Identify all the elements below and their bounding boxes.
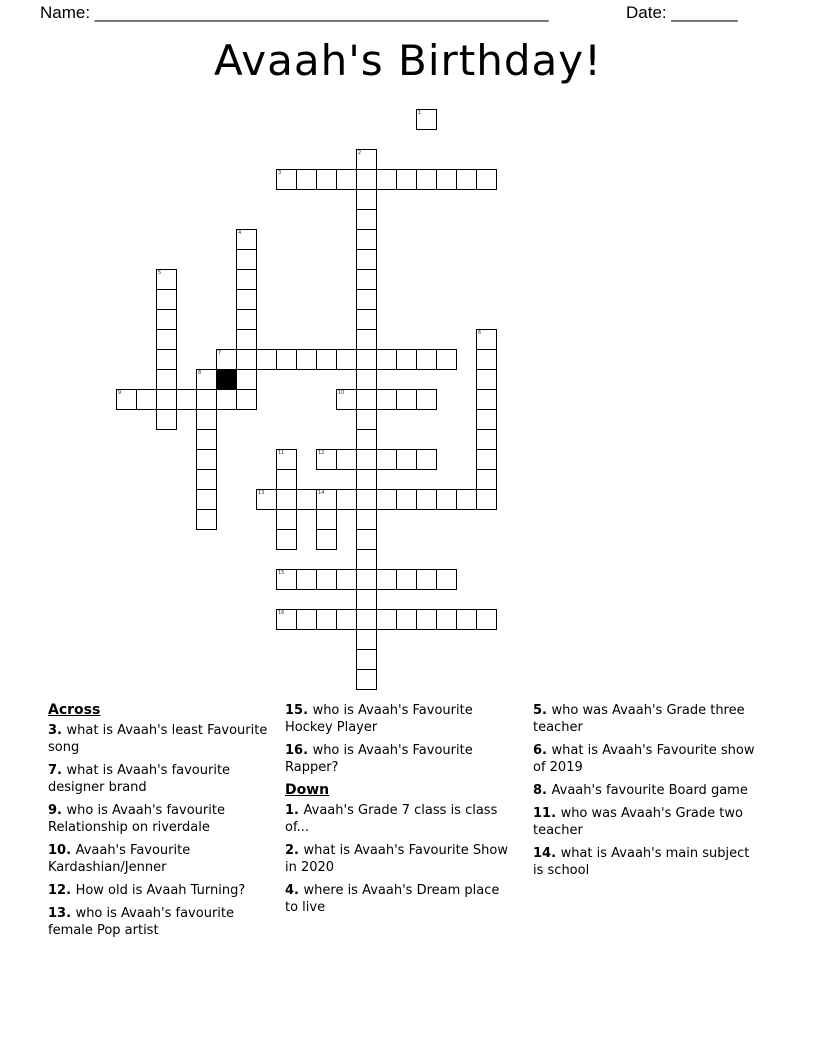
grid-cell[interactable]: [476, 389, 497, 410]
grid-cell[interactable]: [476, 409, 497, 430]
clue-number-label: 11.: [533, 806, 561, 821]
grid-cell[interactable]: [296, 349, 317, 370]
grid-cell[interactable]: [316, 489, 337, 510]
grid-cell[interactable]: [396, 569, 417, 590]
clue-text: Avaah's Favourite Kardashian/Jenner: [48, 843, 191, 875]
clue-number-label: 10.: [48, 843, 76, 858]
across-clue-3: [48, 722, 278, 756]
grid-cell[interactable]: [236, 329, 257, 350]
grid-cell[interactable]: [356, 529, 377, 550]
grid-cell[interactable]: [356, 489, 377, 510]
grid-cell[interactable]: [276, 469, 297, 490]
grid-cell[interactable]: [376, 349, 397, 370]
clue-text: where is Avaah's Dream place to live: [285, 883, 500, 915]
down-clue-2: [285, 842, 515, 876]
grid-cell[interactable]: [356, 569, 377, 590]
grid-cell[interactable]: [416, 349, 437, 370]
grid-cell[interactable]: [196, 369, 217, 390]
grid-cell[interactable]: [476, 349, 497, 370]
grid-cell[interactable]: [476, 429, 497, 450]
grid-cell[interactable]: [476, 609, 497, 630]
clue-number: 8: [198, 370, 202, 376]
grid-cell[interactable]: [196, 409, 217, 430]
clue-number-label: 3.: [48, 723, 67, 738]
grid-cell[interactable]: [156, 289, 177, 310]
grid-cell[interactable]: [236, 289, 257, 310]
clue-text: who is Avaah's Favourite Rapper?: [285, 743, 473, 775]
grid-cell[interactable]: [216, 349, 237, 370]
clue-text: How old is Avaah Turning?: [75, 883, 246, 898]
grid-cell[interactable]: [156, 269, 177, 290]
grid-cell[interactable]: [156, 409, 177, 430]
grid-cell[interactable]: [236, 369, 257, 390]
grid-cell[interactable]: [456, 609, 477, 630]
clue-number: 15: [278, 570, 285, 576]
grid-cell[interactable]: [336, 389, 357, 410]
grid-cell[interactable]: [316, 569, 337, 590]
grid-cell[interactable]: [136, 389, 157, 410]
grid-cell[interactable]: [356, 589, 377, 610]
grid-cell[interactable]: [356, 269, 377, 290]
grid-cell[interactable]: [196, 389, 217, 410]
grid-cell[interactable]: [356, 649, 377, 670]
page-title: Avaah's Birthday!: [214, 36, 602, 85]
across-clue-15: [285, 702, 515, 736]
grid-cell[interactable]: [396, 349, 417, 370]
grid-cell[interactable]: [476, 329, 497, 350]
grid-cell[interactable]: [196, 469, 217, 490]
clue-text: what is Avaah's least Favourite song: [48, 723, 268, 755]
clue-number-label: 4.: [285, 883, 304, 898]
grid-cell[interactable]: [356, 389, 377, 410]
grid-cell[interactable]: [456, 169, 477, 190]
across-clue-9: [48, 802, 278, 836]
down-clue-8: [533, 782, 763, 799]
grid-cell[interactable]: [356, 609, 377, 630]
grid-cell[interactable]: [376, 569, 397, 590]
clue-number: 3: [278, 170, 282, 176]
grid-cell[interactable]: [356, 229, 377, 250]
name-field[interactable]: Name: ________________________________________________: [40, 3, 549, 22]
clue-number: 16: [278, 610, 285, 616]
clue-number-label: 14.: [533, 846, 561, 861]
clue-text: who was Avaah's Grade two teacher: [533, 806, 743, 838]
grid-cell[interactable]: [396, 449, 417, 470]
grid-cell[interactable]: [356, 209, 377, 230]
date-field[interactable]: Date: _______: [626, 3, 738, 22]
grid-cell[interactable]: [276, 449, 297, 470]
grid-cell[interactable]: [276, 169, 297, 190]
clue-text: Avaah's favourite Board game: [551, 783, 748, 798]
grid-cell[interactable]: [296, 169, 317, 190]
across-clue-7: [48, 762, 278, 796]
grid-cell[interactable]: [476, 469, 497, 490]
grid-cell[interactable]: [336, 489, 357, 510]
down-clue-5: [533, 702, 763, 736]
grid-cell[interactable]: [196, 509, 217, 530]
grid-cell[interactable]: [376, 609, 397, 630]
grid-cell[interactable]: [356, 169, 377, 190]
grid-cell[interactable]: [356, 149, 377, 170]
grid-cell[interactable]: [196, 429, 217, 450]
grid-cell[interactable]: [156, 369, 177, 390]
grid-cell[interactable]: [356, 469, 377, 490]
clue-text: who is Avaah's Favourite Hockey Player: [285, 703, 473, 735]
grid-cell[interactable]: [216, 389, 237, 410]
grid-cell[interactable]: [336, 609, 357, 630]
across-clue-10: [48, 842, 278, 876]
grid-cell[interactable]: [196, 449, 217, 470]
grid-cell[interactable]: [356, 449, 377, 470]
clue-number: 10: [338, 390, 345, 396]
clue-number-label: 15.: [285, 703, 313, 718]
grid-cell[interactable]: [376, 449, 397, 470]
across-clue-12: [48, 882, 278, 899]
grid-cell[interactable]: [316, 349, 337, 370]
grid-cell[interactable]: [236, 309, 257, 330]
clue-text: Avaah's Grade 7 class is class of...: [285, 803, 498, 835]
across-heading: Across: [48, 702, 101, 718]
clue-column-1: [48, 702, 278, 945]
grid-cell[interactable]: [436, 569, 457, 590]
grid-cell[interactable]: [436, 169, 457, 190]
black-cell: [216, 369, 237, 390]
clue-number: 6: [478, 330, 482, 336]
clue-number-label: 5.: [533, 703, 552, 718]
grid-cell[interactable]: [356, 309, 377, 330]
across-clue-16: [285, 742, 515, 776]
grid-cell[interactable]: [296, 569, 317, 590]
down-clue-11: [533, 805, 763, 839]
grid-cell[interactable]: [356, 189, 377, 210]
clue-text: who was Avaah's Grade three teacher: [533, 703, 745, 735]
grid-cell[interactable]: [436, 609, 457, 630]
grid-cell[interactable]: [356, 409, 377, 430]
grid-cell[interactable]: [476, 369, 497, 390]
grid-cell[interactable]: [376, 169, 397, 190]
clue-column-2: [285, 702, 515, 922]
grid-cell[interactable]: [336, 349, 357, 370]
clue-number: 2: [358, 150, 362, 156]
grid-cell[interactable]: [236, 389, 257, 410]
clue-text: who is Avaah's favourite Relationship on riverdale: [48, 803, 225, 835]
grid-cell[interactable]: [116, 389, 137, 410]
down-clue-1: [285, 802, 515, 836]
down-heading: Down: [285, 782, 330, 798]
grid-cell[interactable]: [276, 509, 297, 530]
clue-number-label: 8.: [533, 783, 552, 798]
grid-cell[interactable]: [296, 609, 317, 630]
grid-cell[interactable]: [356, 329, 377, 350]
grid-cell[interactable]: [356, 629, 377, 650]
grid-cell[interactable]: [416, 169, 437, 190]
grid-cell[interactable]: [316, 609, 337, 630]
grid-cell[interactable]: [176, 389, 197, 410]
grid-cell[interactable]: [356, 349, 377, 370]
grid-cell[interactable]: [476, 489, 497, 510]
clue-number-label: 2.: [285, 843, 304, 858]
grid-cell[interactable]: [316, 529, 337, 550]
grid-cell[interactable]: [356, 549, 377, 570]
grid-cell[interactable]: [396, 489, 417, 510]
across-clue-13: [48, 905, 278, 939]
grid-cell[interactable]: [156, 309, 177, 330]
grid-cell[interactable]: [376, 489, 397, 510]
grid-cell[interactable]: [396, 609, 417, 630]
grid-cell[interactable]: [376, 389, 397, 410]
clue-number: 4: [238, 230, 242, 236]
grid-cell[interactable]: [156, 389, 177, 410]
grid-cell[interactable]: [356, 669, 377, 690]
grid-cell[interactable]: [196, 489, 217, 510]
clue-column-3: [533, 702, 763, 885]
grid-cell[interactable]: [356, 429, 377, 450]
clue-number: 14: [318, 490, 325, 496]
grid-cell[interactable]: [356, 509, 377, 530]
clue-text: what is Avaah's Favourite show of 2019: [533, 743, 755, 775]
grid-cell[interactable]: [316, 169, 337, 190]
grid-cell[interactable]: [416, 609, 437, 630]
grid-cell[interactable]: [236, 349, 257, 370]
clue-number: 11: [278, 450, 285, 456]
clue-number-label: 1.: [285, 803, 304, 818]
grid-cell[interactable]: [316, 509, 337, 530]
grid-cell[interactable]: [256, 489, 277, 510]
grid-cell[interactable]: [296, 489, 317, 510]
clue-number: 12: [318, 450, 325, 456]
clue-text: what is Avaah's favourite designer brand: [48, 763, 231, 795]
grid-cell[interactable]: [396, 389, 417, 410]
grid-cell[interactable]: [336, 169, 357, 190]
clue-number-label: 12.: [48, 883, 76, 898]
down-clue-6: [533, 742, 763, 776]
grid-cell[interactable]: [356, 249, 377, 270]
grid-cell[interactable]: [416, 109, 437, 130]
clue-number: 5: [158, 270, 162, 276]
clue-number-label: 9.: [48, 803, 67, 818]
grid-cell[interactable]: [416, 569, 437, 590]
grid-cell[interactable]: [416, 489, 437, 510]
clue-number: 9: [118, 390, 122, 396]
clue-number: 7: [218, 350, 222, 356]
grid-cell[interactable]: [336, 449, 357, 470]
clue-number-label: 16.: [285, 743, 313, 758]
grid-cell[interactable]: [396, 169, 417, 190]
clue-text: what is Avaah's main subject is school: [533, 846, 750, 878]
grid-cell[interactable]: [356, 369, 377, 390]
clue-number: 1: [418, 110, 422, 116]
grid-cell[interactable]: [276, 489, 297, 510]
down-clue-4: [285, 882, 515, 916]
grid-cell[interactable]: [256, 349, 277, 370]
grid-cell[interactable]: [276, 349, 297, 370]
clue-number-label: 6.: [533, 743, 552, 758]
grid-cell[interactable]: [416, 389, 437, 410]
down-clue-14: [533, 845, 763, 879]
grid-cell[interactable]: [156, 329, 177, 350]
grid-cell[interactable]: [236, 249, 257, 270]
clue-text: who is Avaah's favourite female Pop artist: [48, 906, 234, 938]
grid-cell[interactable]: [276, 529, 297, 550]
clue-number-label: 7.: [48, 763, 67, 778]
clue-number: 13: [258, 490, 265, 496]
grid-cell[interactable]: [276, 609, 297, 630]
clue-text: what is Avaah's Favourite Show in 2020: [285, 843, 508, 875]
clue-number-label: 13.: [48, 906, 76, 921]
grid-cell[interactable]: [456, 489, 477, 510]
grid-cell[interactable]: [476, 169, 497, 190]
grid-cell[interactable]: [436, 489, 457, 510]
grid-cell[interactable]: [316, 449, 337, 470]
grid-cell[interactable]: [416, 449, 437, 470]
grid-cell[interactable]: [156, 349, 177, 370]
grid-cell[interactable]: [476, 449, 497, 470]
grid-cell[interactable]: [336, 569, 357, 590]
grid-cell[interactable]: [436, 349, 457, 370]
grid-cell[interactable]: [236, 229, 257, 250]
grid-cell[interactable]: [236, 269, 257, 290]
grid-cell[interactable]: [356, 289, 377, 310]
grid-cell[interactable]: [276, 569, 297, 590]
